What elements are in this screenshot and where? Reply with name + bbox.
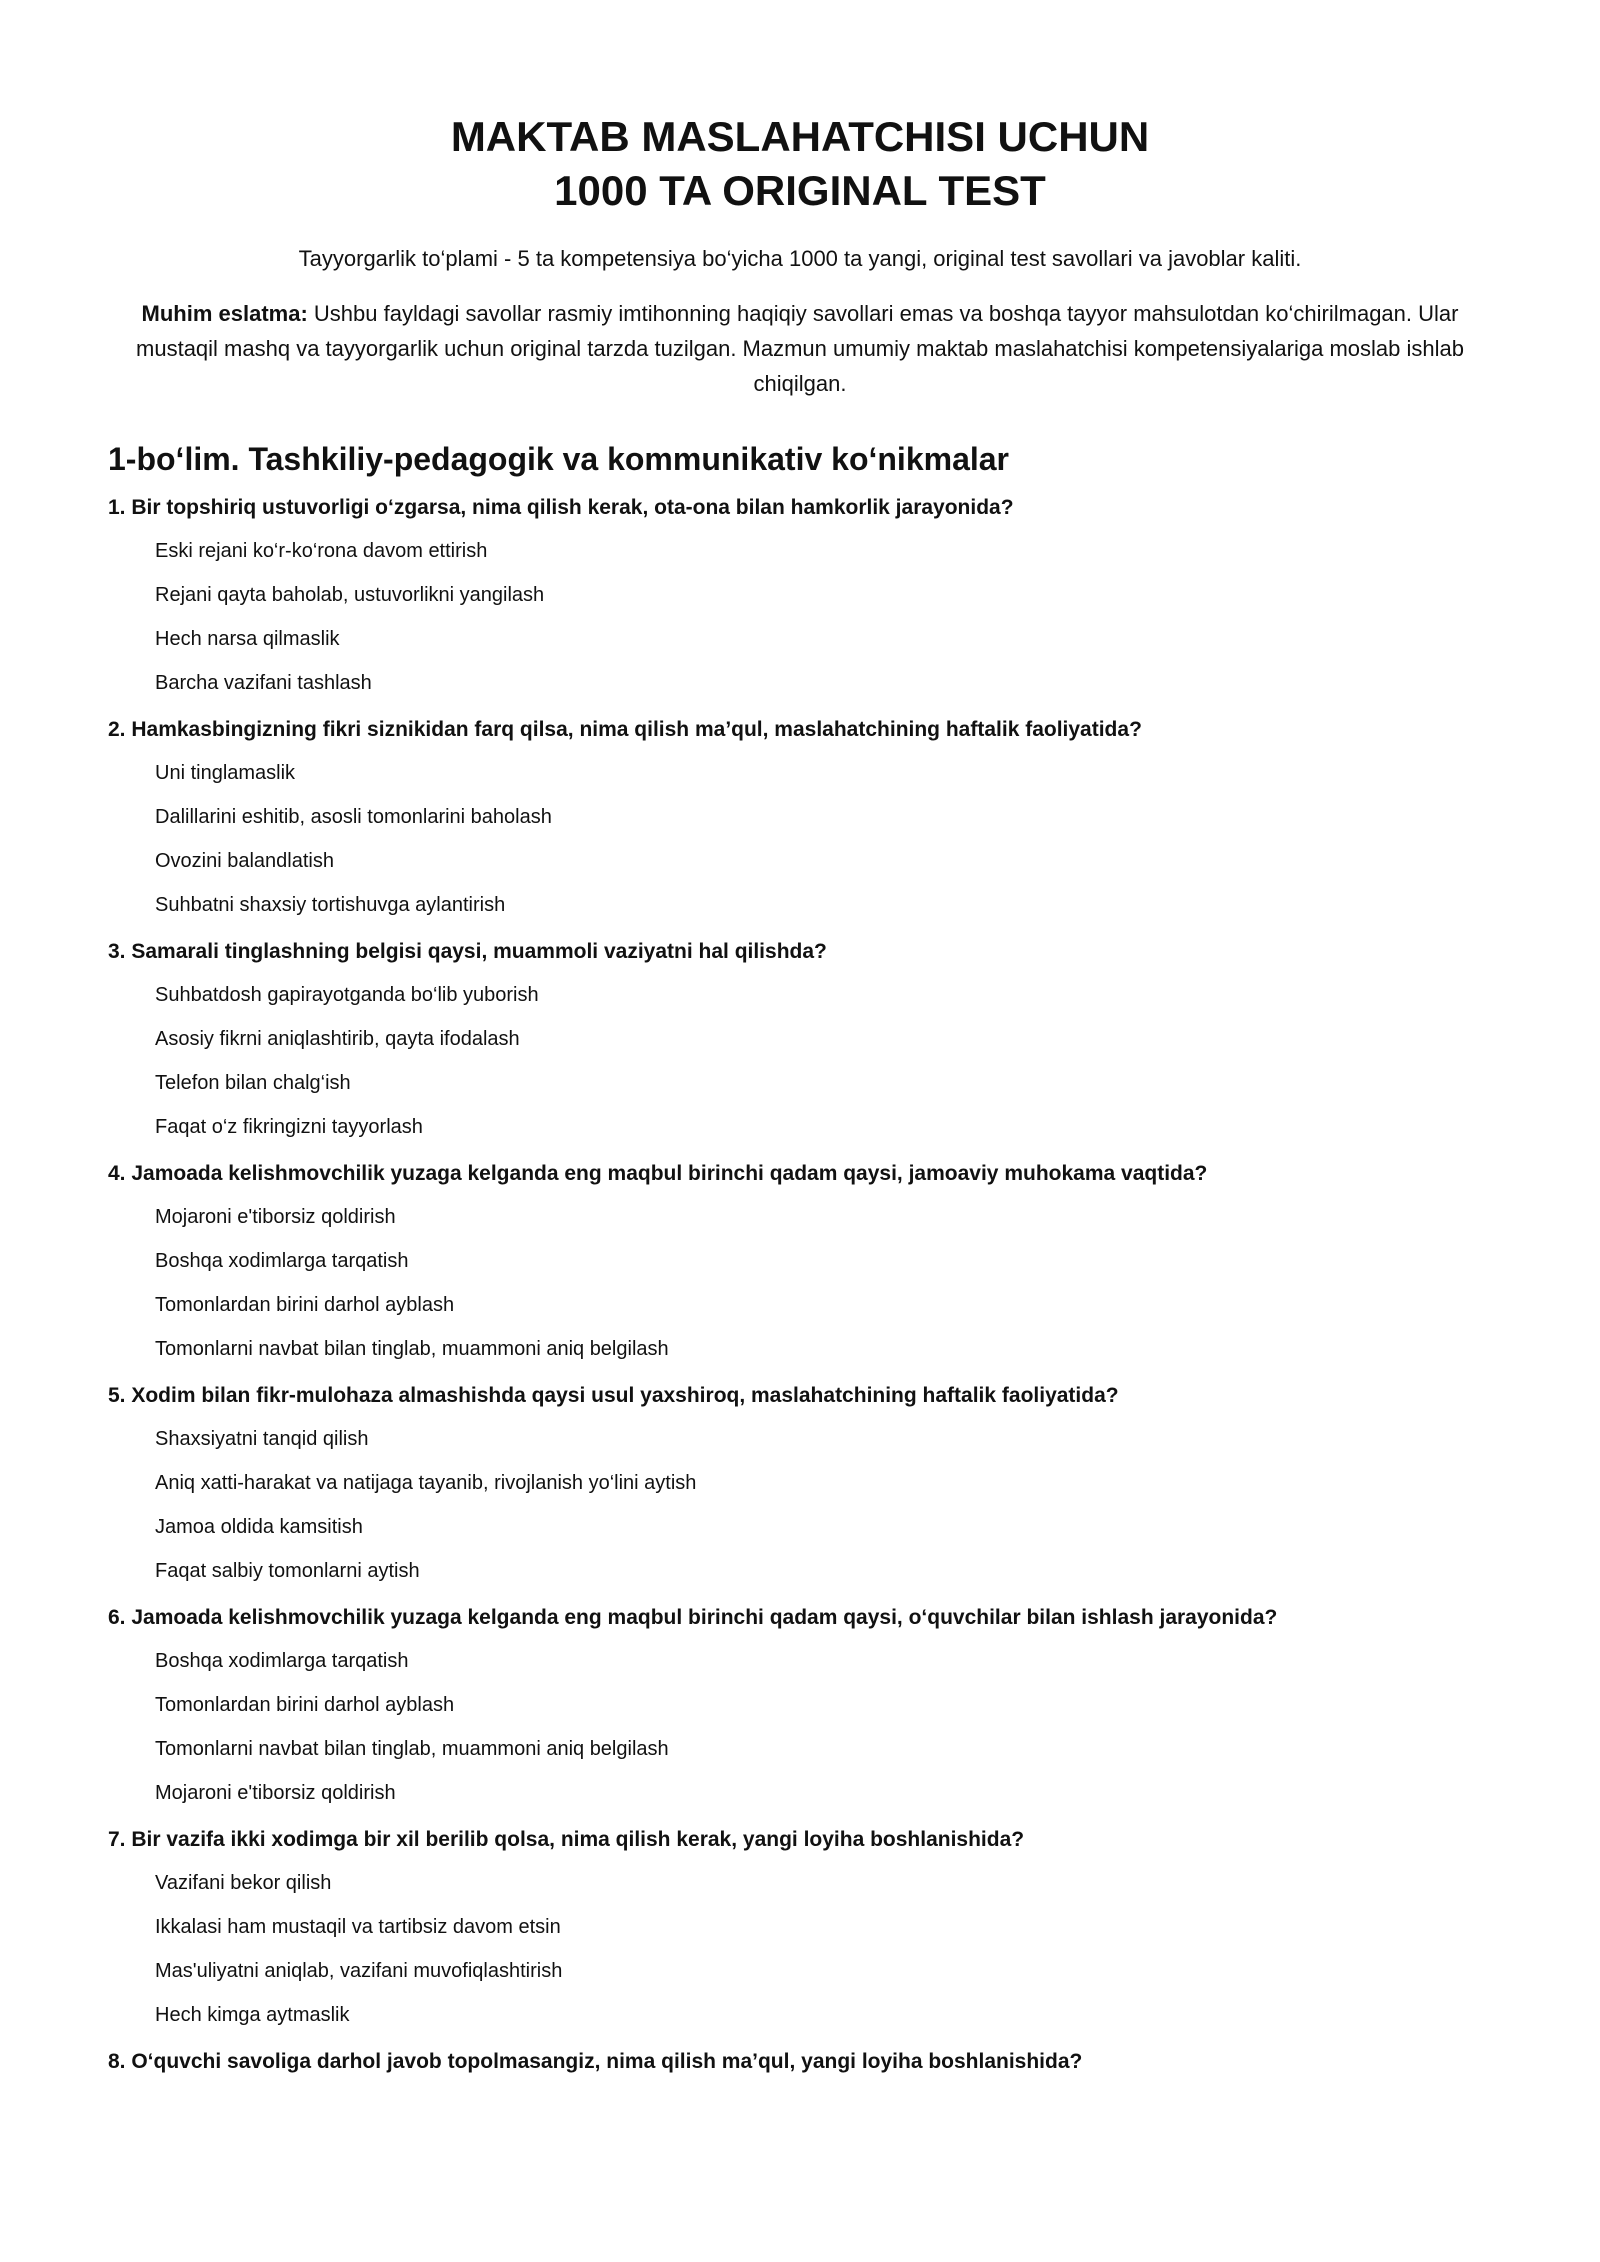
answer-option: Tomonlarni navbat bilan tinglab, muammoni aniq belgilash [155,1338,669,1360]
answer-option: Asosiy fikrni aniqlashtirib, qayta ifodalash [155,1028,520,1050]
question-text: 5. Xodim bilan fikr-mulohaza almashishda qaysi usul yaxshiroq, maslahatchining haftalik faoliyatida? [108,1384,1119,1407]
question-item [108,937,1492,1149]
question-item [108,1825,1492,2037]
answer-option: Hech narsa qilmaslik [155,628,340,650]
answer-option: Mojaroni e'tiborsiz qoldirish [155,1206,396,1228]
answer-option: Hech kimga aytmaslik [155,2004,350,2026]
question-item [108,715,1492,927]
answer-option: Aniq xatti-harakat va natijaga tayanib, rivojlanish yo‘lini aytish [155,1472,697,1494]
note-text: Ushbu fayldagi savollar rasmiy imtihonning haqiqiy savollari emas va boshqa tayyor mahsulotdan ko‘chirilmagan. Ular mustaqil mashq va tayyorgarlik uchun original tarzda tuzilgan. Mazmun umumiy maktab maslahatchisi kompetensiyalariga moslab ishlab chiqilgan. [136,301,1464,396]
question-item [108,2047,1492,2077]
question-text: 3. Samarali tinglashning belgisi qaysi, muammoli vaziyatni hal qilishda? [108,940,827,963]
answer-option: Boshqa xodimlarga tarqatish [155,1650,409,1672]
answer-option: Ikkalasi ham mustaqil va tartibsiz davom etsin [155,1916,561,1938]
question-item [108,1159,1492,1371]
answer-options [155,1417,1492,1593]
question-item [108,493,1492,705]
answer-options [155,529,1492,705]
section-heading: 1-bo‘lim. Tashkiliy-pedagogik va kommunikativ ko‘nikmalar [108,441,1009,477]
answer-option: Suhbatdosh gapirayotganda bo‘lib yuborish [155,984,539,1006]
question-text: 2. Hamkasbingizning fikri siznikidan farq qilsa, nima qilish ma’qul, maslahatchining haftalik faoliyatida? [108,718,1142,741]
answer-option: Faqat salbiy tomonlarni aytish [155,1560,420,1582]
question-text: 6. Jamoada kelishmovchilik yuzaga kelganda eng maqbul birinchi qadam qaysi, o‘quvchilar bilan ishlash jarayonida? [108,1606,1278,1629]
answer-option: Dalillarini eshitib, asosli tomonlarini baholash [155,806,552,828]
answer-option: Jamoa oldida kamsitish [155,1516,363,1538]
question-text: 1. Bir topshiriq ustuvorligi o‘zgarsa, nima qilish kerak, ota-ona bilan hamkorlik jarayonida? [108,496,1014,519]
answer-options [155,973,1492,1149]
answer-options [155,1195,1492,1371]
answer-option: Tomonlardan birini darhol ayblash [155,1294,455,1316]
answer-option: Faqat o‘z fikringizni tayyorlash [155,1116,423,1138]
answer-option: Rejani qayta baholab, ustuvorlikni yangilash [155,584,545,606]
answer-option: Telefon bilan chalg‘ish [155,1072,351,1094]
question-text: 4. Jamoada kelishmovchilik yuzaga kelganda eng maqbul birinchi qadam qaysi, jamoaviy muhokama vaqtida? [108,1162,1208,1185]
answer-option: Boshqa xodimlarga tarqatish [155,1250,409,1272]
question-text: 8. O‘quvchi savoliga darhol javob topolmasangiz, nima qilish ma’qul, yangi loyiha boshlanishida? [108,2050,1083,2073]
document-title [108,110,1492,218]
answer-option: Vazifani bekor qilish [155,1872,332,1894]
question-item [108,1381,1492,1593]
note-label: Muhim eslatma: [141,301,308,326]
title-line-2: 1000 TA ORIGINAL TEST [554,167,1046,214]
answer-option: Tomonlarni navbat bilan tinglab, muammoni aniq belgilash [155,1738,669,1760]
answer-options [155,751,1492,927]
title-line-1: MAKTAB MASLAHATCHISI UCHUN [450,113,1150,160]
answer-option: Shaxsiyatni tanqid qilish [155,1428,369,1450]
document-subtitle: Tayyorgarlik to‘plami - 5 ta kompetensiya bo‘yicha 1000 ta yangi, original test savollari va javoblar kaliti. [298,246,1302,271]
question-list [108,493,1492,2077]
answer-option: Suhbatni shaxsiy tortishuvga aylantirish [155,894,506,916]
answer-option: Barcha vazifani tashlash [155,672,372,694]
answer-option: Eski rejani ko‘r-ko‘rona davom ettirish [155,540,488,562]
question-item [108,1603,1492,1815]
important-note [118,296,1482,401]
answer-option: Tomonlardan birini darhol ayblash [155,1694,455,1716]
answer-option: Ovozini balandlatish [155,850,334,872]
answer-option: Mas'uliyatni aniqlab, vazifani muvofiqlashtirish [155,1960,563,1982]
answer-option: Uni tinglamaslik [155,762,296,784]
answer-option: Mojaroni e'tiborsiz qoldirish [155,1782,396,1804]
answer-options [155,1639,1492,1815]
question-text: 7. Bir vazifa ikki xodimga bir xil berilib qolsa, nima qilish kerak, yangi loyiha boshlanishida? [108,1828,1025,1851]
answer-options [155,1861,1492,2037]
